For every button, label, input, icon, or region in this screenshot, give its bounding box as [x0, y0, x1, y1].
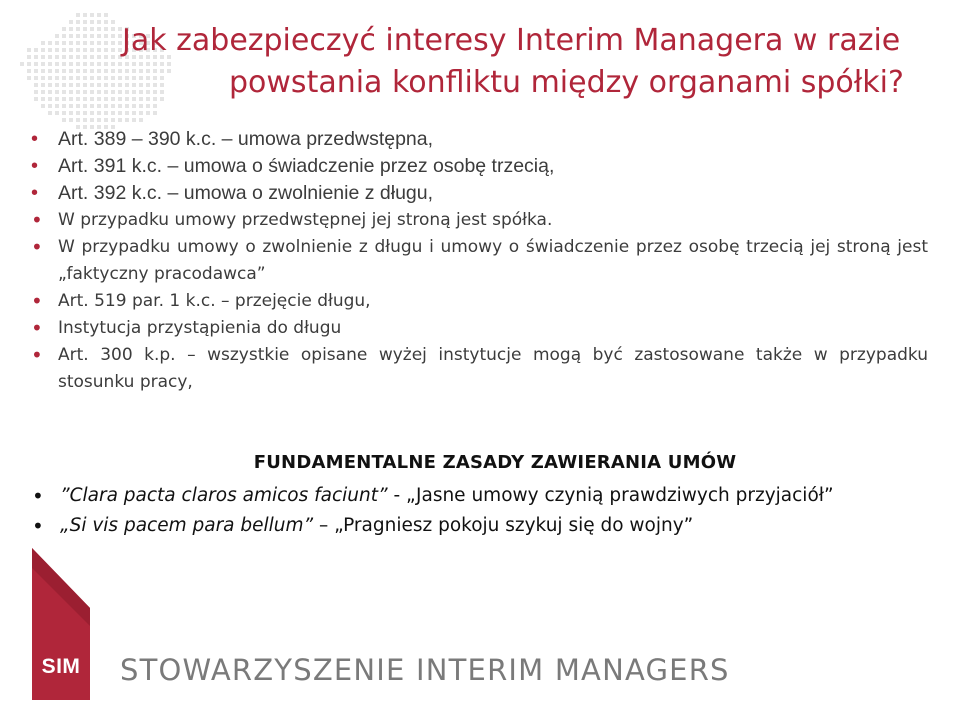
map-dot: [69, 69, 73, 73]
map-dot: [48, 62, 52, 66]
map-dot: [104, 13, 108, 17]
map-dot: [41, 90, 45, 94]
map-dot: [55, 69, 59, 73]
map-dot: [90, 118, 94, 122]
map-dot: [55, 90, 59, 94]
map-dot: [97, 111, 101, 115]
map-dot: [97, 83, 101, 87]
map-dot: [83, 83, 87, 87]
title-line-2: powstania konfliktu między organami spółki?: [229, 65, 904, 100]
map-dot: [104, 34, 108, 38]
map-dot: [83, 34, 87, 38]
map-dot: [34, 90, 38, 94]
map-dot: [90, 62, 94, 66]
organization-name: STOWARZYSZENIE INTERIM MANAGERS: [120, 653, 730, 687]
map-dot: [90, 69, 94, 73]
map-dot: [62, 69, 66, 73]
map-dot: [90, 13, 94, 17]
map-dot: [62, 104, 66, 108]
sim-logo-text: SIM: [41, 655, 81, 678]
map-dot: [111, 55, 115, 59]
map-dot: [76, 104, 80, 108]
map-dot: [69, 97, 73, 101]
map-dot: [146, 111, 150, 115]
map-dot: [97, 62, 101, 66]
map-dot: [83, 13, 87, 17]
map-dot: [118, 104, 122, 108]
bullet-item: • W przypadku umowy o zwolnienie z długu i umowy o świadczenie przez osobę trzecią jej stroną jest „faktyczny pracodawca”: [30, 234, 928, 288]
bullet-item: • Art. 300 k.p. – wszystkie opisane wyżej instytucje mogą być zastosowane także w przypadku stosunku pracy,: [30, 342, 928, 396]
map-dot: [90, 55, 94, 59]
map-dot: [76, 34, 80, 38]
map-dot: [139, 104, 143, 108]
map-dot: [90, 48, 94, 52]
map-dot: [111, 104, 115, 108]
map-dot: [90, 20, 94, 24]
map-dot: [69, 90, 73, 94]
bullet-item: • Art. 519 par. 1 k.c. – przejęcie długu,: [30, 288, 928, 315]
map-dot: [69, 104, 73, 108]
map-dot: [104, 90, 108, 94]
map-dot: [97, 55, 101, 59]
map-dot: [111, 34, 115, 38]
map-dot: [83, 41, 87, 45]
map-dot: [48, 111, 52, 115]
map-dot: [41, 104, 45, 108]
map-dot: [62, 27, 66, 31]
map-dot: [62, 41, 66, 45]
map-dot: [27, 76, 31, 80]
map-dot: [55, 97, 59, 101]
map-dot: [139, 111, 143, 115]
map-dot: [97, 27, 101, 31]
map-dot: [41, 83, 45, 87]
map-dot: [34, 69, 38, 73]
map-dot: [104, 27, 108, 31]
map-dot: [83, 97, 87, 101]
map-dot: [69, 41, 73, 45]
map-dot: [48, 76, 52, 80]
map-dot: [55, 76, 59, 80]
map-dot: [76, 62, 80, 66]
map-dot: [27, 55, 31, 59]
map-dot: [125, 118, 129, 122]
map-dot: [83, 48, 87, 52]
map-dot: [55, 48, 59, 52]
map-dot: [104, 118, 108, 122]
map-dot: [27, 62, 31, 66]
map-dot: [48, 97, 52, 101]
bullet-item: • Art. 392 k.c. – umowa o zwolnienie z długu,: [30, 180, 928, 207]
map-dot: [104, 97, 108, 101]
map-dot: [34, 55, 38, 59]
map-dot: [139, 118, 143, 122]
map-dot: [83, 104, 87, 108]
map-dot: [83, 90, 87, 94]
map-dot: [48, 83, 52, 87]
map-dot: [111, 41, 115, 45]
map-dot: [132, 104, 136, 108]
map-dot: [97, 97, 101, 101]
map-dot: [41, 55, 45, 59]
map-dot: [48, 48, 52, 52]
map-dot: [62, 97, 66, 101]
map-dot: [76, 111, 80, 115]
map-dot: [34, 48, 38, 52]
map-dot: [62, 83, 66, 87]
map-dot: [76, 20, 80, 24]
map-dot: [97, 76, 101, 80]
map-dot: [90, 90, 94, 94]
map-dot: [111, 62, 115, 66]
map-dot: [125, 111, 129, 115]
map-dot: [76, 118, 80, 122]
map-dot: [104, 55, 108, 59]
map-dot: [48, 69, 52, 73]
map-dot: [83, 62, 87, 66]
latin-maxim: „Si vis pacem para bellum”: [60, 515, 314, 536]
map-dot: [62, 55, 66, 59]
map-dot: [104, 76, 108, 80]
map-dot: [76, 69, 80, 73]
map-dot: [55, 41, 59, 45]
map-dot: [76, 97, 80, 101]
map-dot: [69, 34, 73, 38]
map-dot: [104, 111, 108, 115]
map-dot: [83, 76, 87, 80]
map-dot: [97, 41, 101, 45]
map-dot: [69, 62, 73, 66]
map-dot: [62, 90, 66, 94]
map-dot: [97, 69, 101, 73]
map-dot: [90, 104, 94, 108]
map-dot: [104, 48, 108, 52]
map-dot: [55, 55, 59, 59]
principles-list: [30, 481, 930, 541]
principles-heading: FUNDAMENTALNE ZASADY ZAWIERANIA UMÓW: [253, 452, 737, 473]
map-dot: [132, 118, 136, 122]
map-dot: [104, 20, 108, 24]
map-dot: [34, 76, 38, 80]
map-dot: [62, 34, 66, 38]
map-dot: [111, 111, 115, 115]
map-dot: [20, 62, 24, 66]
map-dot: [97, 20, 101, 24]
map-dot: [97, 13, 101, 17]
map-dot: [62, 48, 66, 52]
map-dot: [111, 83, 115, 87]
map-dot: [90, 27, 94, 31]
map-dot: [41, 48, 45, 52]
map-dot: [104, 104, 108, 108]
map-dot: [111, 27, 115, 31]
slide-title: [122, 20, 942, 104]
map-dot: [69, 111, 73, 115]
map-dot: [69, 83, 73, 87]
map-dot: [111, 90, 115, 94]
map-dot: [62, 76, 66, 80]
bullet-item: • Art. 391 k.c. – umowa o świadczenie przez osobę trzecią,: [30, 153, 928, 180]
map-dot: [55, 34, 59, 38]
map-dot: [90, 111, 94, 115]
map-dot: [90, 76, 94, 80]
map-dot: [104, 62, 108, 66]
map-dot: [90, 34, 94, 38]
map-dot: [132, 111, 136, 115]
map-dot: [153, 104, 157, 108]
map-dot: [41, 41, 45, 45]
map-dot: [41, 76, 45, 80]
map-dot: [55, 83, 59, 87]
map-dot: [104, 83, 108, 87]
map-dot: [48, 90, 52, 94]
principle-item: [30, 481, 930, 511]
map-dot: [97, 48, 101, 52]
map-dot: [83, 111, 87, 115]
maxim-separator: –: [313, 515, 335, 536]
map-dot: [27, 48, 31, 52]
principle-item: [30, 511, 930, 541]
map-dot: [76, 48, 80, 52]
map-dot: [90, 97, 94, 101]
map-dot: [97, 104, 101, 108]
map-dot: [41, 69, 45, 73]
bullet-item: • Instytucja przystąpienia do długu: [30, 315, 928, 342]
map-dot: [69, 27, 73, 31]
map-dot: [76, 90, 80, 94]
map-dot: [48, 104, 52, 108]
map-dot: [48, 55, 52, 59]
maxim-separator: -: [387, 485, 407, 506]
map-dot: [76, 55, 80, 59]
map-dot: [34, 97, 38, 101]
map-dot: [69, 55, 73, 59]
map-dot: [69, 48, 73, 52]
map-dot: [76, 83, 80, 87]
map-dot: [69, 76, 73, 80]
map-dot: [62, 111, 66, 115]
map-dot: [104, 41, 108, 45]
legal-bullet-list: [30, 126, 928, 396]
map-dot: [90, 83, 94, 87]
map-dot: [97, 90, 101, 94]
map-dot: [83, 69, 87, 73]
map-dot: [34, 62, 38, 66]
latin-maxim: ”Clara pacta claros amicos faciunt”: [60, 485, 388, 506]
map-dot: [153, 111, 157, 115]
map-dot: [125, 104, 129, 108]
map-dot: [111, 97, 115, 101]
bullet-item: • W przypadku umowy przedwstępnej jej stroną jest spółka.: [30, 207, 928, 234]
map-dot: [90, 41, 94, 45]
map-dot: [97, 34, 101, 38]
map-dot: [111, 69, 115, 73]
map-dot: [62, 62, 66, 66]
map-dot: [104, 69, 108, 73]
map-dot: [97, 118, 101, 122]
map-dot: [111, 76, 115, 80]
map-dot: [118, 118, 122, 122]
maxim-translation: „Pragniesz pokoju szykuj się do wojny”: [334, 515, 694, 536]
map-dot: [76, 41, 80, 45]
map-dot: [146, 104, 150, 108]
map-dot: [111, 20, 115, 24]
bullet-item: • Art. 389 – 390 k.c. – umowa przedwstępna,: [30, 126, 928, 153]
map-dot: [118, 111, 122, 115]
map-dot: [41, 97, 45, 101]
map-dot: [55, 62, 59, 66]
map-dot: [83, 55, 87, 59]
map-dot: [55, 104, 59, 108]
map-dot: [41, 62, 45, 66]
map-dot: [83, 20, 87, 24]
maxim-translation: „Jasne umowy czynią prawdziwych przyjaciół”: [406, 485, 834, 506]
map-dot: [27, 69, 31, 73]
map-dot: [76, 76, 80, 80]
map-dot: [83, 27, 87, 31]
map-dot: [69, 118, 73, 122]
map-dot: [111, 48, 115, 52]
map-dot: [69, 20, 73, 24]
title-line-1: Jak zabezpieczyć interesy Interim Managera w razie: [122, 23, 901, 58]
map-dot: [83, 118, 87, 122]
map-dot: [55, 111, 59, 115]
map-dot: [111, 118, 115, 122]
map-dot: [76, 13, 80, 17]
map-dot: [76, 27, 80, 31]
map-dot: [62, 118, 66, 122]
map-dot: [34, 83, 38, 87]
map-dot: [48, 41, 52, 45]
